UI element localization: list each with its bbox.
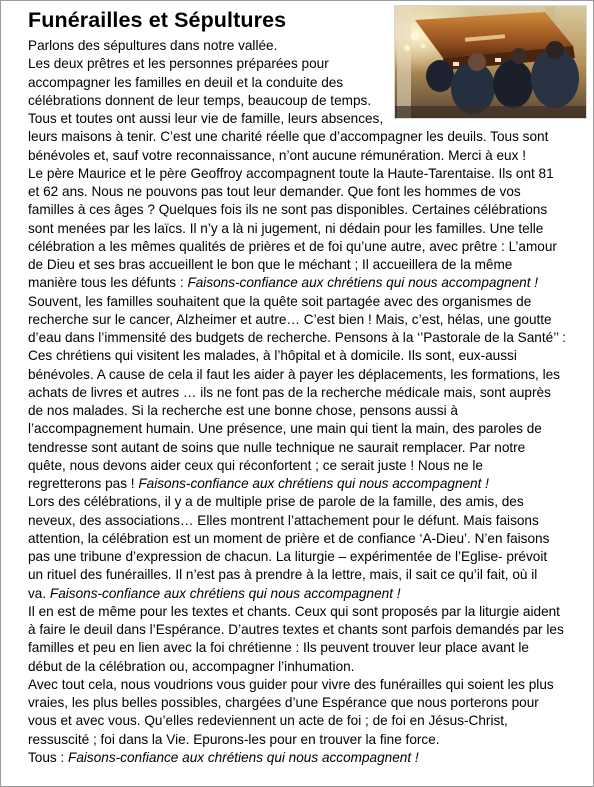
text-line: bénévoles. A cause de cela il faut les aider à payer les déplacements, les formations, les <box>28 366 560 382</box>
text-line: accompagner les familles en deuil et la conduite des <box>28 74 344 90</box>
text-line: familles à ces âges ? Quelques fois ils ne sont pas disponibles. Certaines célébrations <box>28 202 548 218</box>
motto: Faisons-confiance aux chrétiens qui nous accompagnent ! <box>138 476 489 491</box>
text-line: Parlons des sépultures dans notre vallée. <box>28 38 278 53</box>
text-line: tendresse sont autant de soins que nulle technique ne saurait remplacer. Par notre <box>28 439 526 455</box>
text-line <box>28 475 568 493</box>
text-line: de nos malades. Si la recherche est une bonne chose, pensons aussi à <box>28 403 458 418</box>
text-line <box>28 274 568 292</box>
paragraph-collection <box>28 293 568 494</box>
paragraph-conclusion <box>28 676 568 749</box>
text-line: quête, nous devons aider ceux qui réconfortent ; ce serait juste ! Nous ne le <box>28 457 483 473</box>
text-run: va. <box>28 585 50 601</box>
text-line <box>28 749 568 767</box>
text-run: Tous : <box>28 749 69 765</box>
text-line: d’eau dans l’immensité des budgets de recherche. Pensons à la ‘’Pastorale de la Santé’’ : <box>28 330 567 345</box>
text-line: vraies, les plus belles possibles, chargées d’une Espérance que nous porterons pour <box>28 695 539 710</box>
text-line: célébrations donnent de leur temps, beaucoup de temps. <box>28 92 372 108</box>
text-line: célébration a les mêmes qualités de prières et de foi qu’une autre, avec prêtre : L’amour <box>28 238 557 254</box>
text-line: familles et peu en lien avec la foi chrétienne : Ils peuvent trouver leur place avant le <box>28 640 529 656</box>
motto: Faisons-confiance aux chrétiens qui nous accompagnent ! <box>49 585 401 601</box>
text-line: Le père Maurice et le père Geoffroy accompagnent toute la Haute-Tarentaise. Ils ont 81 <box>28 165 554 181</box>
text-line: Tous et toutes ont aussi leur vie de famille, leurs absences, <box>28 111 384 126</box>
text-line: attention, la célébration est un moment de prière et de confiance ‘A-Dieu’. N’en faisons <box>28 530 550 546</box>
text-line: achats de livres et autres … ils ne font pas de la recherche médicale mais, sont auprès <box>28 384 551 400</box>
text-line: neveux, des associations… Elles montrent l’attachement pour le défunt. Mais faisons <box>28 512 539 528</box>
motto: Faisons-confiance aux chrétiens qui nous accompagnent ! <box>68 749 419 765</box>
text-line: sont menées par les laïcs. Il n’y a là ni jugement, ni dédain pour les familles. Une telle <box>28 220 544 236</box>
paragraph-volunteers <box>28 55 568 165</box>
text-line: recherche sur le cancer, Alzheimer et autre… C’est bien ! Mais, c’est, hélas, une goutte <box>28 311 552 327</box>
text-line: début de la célébration ou, accompagner l’inhumation. <box>28 658 355 674</box>
paragraph-priests <box>28 165 568 293</box>
paragraph-ceremony <box>28 493 568 603</box>
text-run: manière tous les défunts : <box>28 275 188 291</box>
text-line: bénévoles et, sauf votre reconnaissance, n’ont aucune rémunération. Merci à eux ! <box>28 147 526 163</box>
text-line: et 62 ans. Nous ne pouvons pas tout leur demander. Que font les hommes de vos <box>28 184 521 199</box>
text-line: Avec tout cela, nous voudrions vous guider pour vivre des funérailles qui soient les plus <box>28 676 554 692</box>
text-line: l’accompagnement humain. Une présence, une main qui tient la main, des paroles de <box>28 421 542 437</box>
paragraph-intro <box>28 37 568 55</box>
article-body <box>28 37 568 767</box>
page-title: Funérailles et Sépultures <box>28 8 287 32</box>
text-line: Il en est de même pour les textes et chants. Ceux qui sont proposés par la liturgie aident <box>28 603 560 619</box>
text-line: un rituel des funérailles. Il n’est pas à prendre à la lettre, mais, il sait ce qu’il fait, où il <box>28 567 538 583</box>
text-line: de Dieu et ses bras accueillent le bon que le méchant ; Il accueillera de la même <box>28 257 513 272</box>
motto: Faisons-confiance aux chrétiens qui nous accompagnent ! <box>187 275 539 291</box>
text-line: à faire le deuil dans l’Espérance. D’autres textes et chants sont parfois demandés par les <box>28 622 564 637</box>
text-line: Ces chrétiens qui visitent les malades, à l’hôpital et à domicile. Ils sont, eux-aussi <box>28 348 517 364</box>
text-line <box>28 585 568 603</box>
text-line: vous et avec vous. Qu’elles redeviennent un acte de foi ; de foi en Jésus-Christ, <box>28 713 508 729</box>
text-line: Souvent, les familles souhaitent que la quête soit partagée avec des organismes de <box>28 293 532 309</box>
text-line: ressuscité ; foi dans la Vie. Epurons-les pour en trouver la fine force. <box>28 731 440 747</box>
text-run: regretterons pas ! <box>28 476 139 491</box>
paragraph-texts-songs <box>28 603 568 676</box>
text-line: leurs maisons à tenir. C’est une charité réelle que d’accompagner les deuils. Tous sont <box>28 129 549 145</box>
text-line: pas une tribune d’expression de chacun. La liturgie – expérimentée de l’Eglise- prévoit <box>28 549 548 564</box>
paragraph-final <box>28 749 568 767</box>
text-line: Les deux prêtres et les personnes préparées pour <box>28 56 329 72</box>
text-line: Lors des célébrations, il y a de multiple prise de parole de la famille, des amis, des <box>28 494 524 510</box>
